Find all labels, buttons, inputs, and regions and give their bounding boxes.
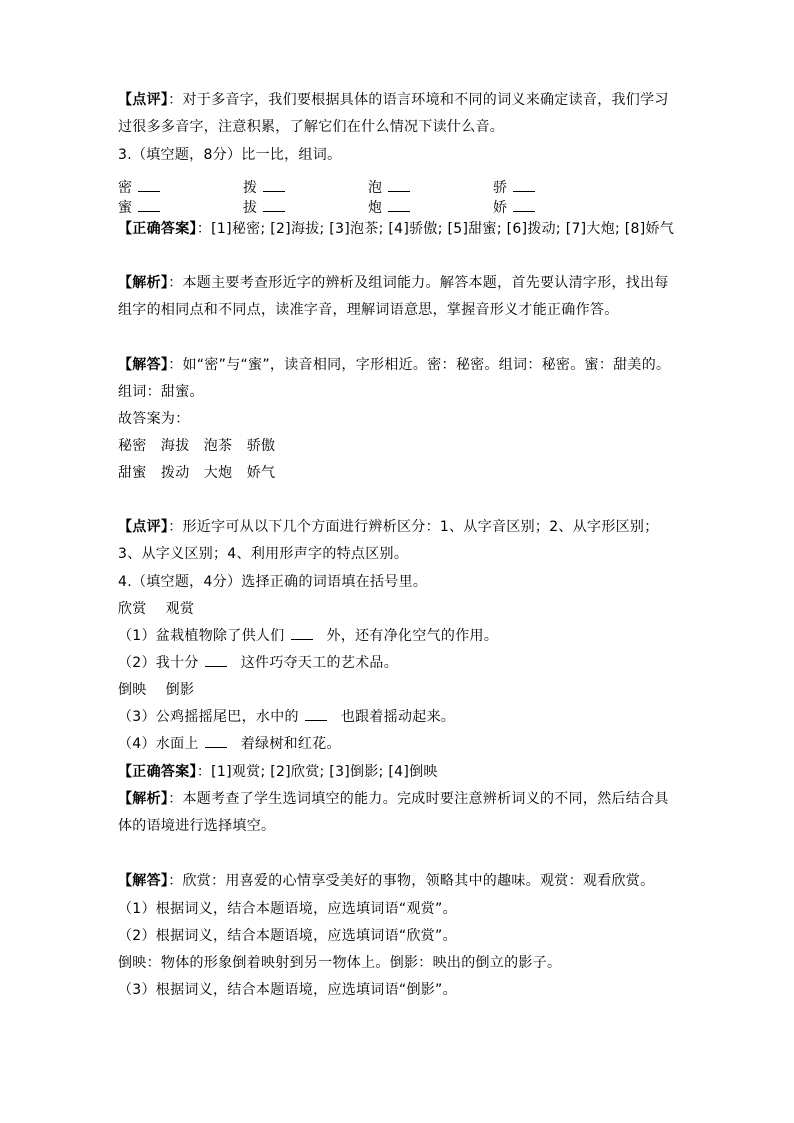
solution-text: ：如“密”与“蜜”，读音相同，字形相近。密：秘密。组词：秘密。蜜：甜美的。组词：甜蜜。: [118, 357, 671, 400]
grid-char: 炮: [368, 200, 382, 216]
q4-words2: 倒映 倒影: [118, 682, 195, 698]
answer-blank[interactable]: [205, 735, 227, 748]
q4-analysis: [118, 786, 680, 840]
q4-solution-line2: （2）根据词义，结合本题语境，应选填词语“欣赏”。: [118, 928, 457, 944]
sentence-text: （2）我十分: [118, 655, 199, 671]
comment-label: 【点评】: [118, 92, 169, 108]
solution-label: 【解答】: [118, 873, 169, 889]
sentence-text: 这件巧夺天工的艺术品。: [240, 655, 399, 671]
grid-char: 娇: [493, 200, 507, 216]
grid-char: 拔: [243, 200, 257, 216]
answer-blank[interactable]: [513, 199, 535, 212]
answer-label: 【正确答案】: [118, 221, 197, 237]
q3-title: 3.（填空题，8分）比一比，组词。: [118, 147, 342, 163]
grid-char: 骄: [493, 180, 507, 196]
q4-sentence4: [118, 731, 680, 758]
answer-blank[interactable]: [138, 199, 160, 212]
answer-blank[interactable]: [205, 654, 227, 667]
q4-words1: 欣赏 观赏: [118, 601, 195, 617]
answer-blank[interactable]: [263, 179, 285, 192]
answer-blank[interactable]: [513, 179, 535, 192]
answer-blank[interactable]: [291, 627, 313, 640]
solution-text: ：欣赏：用喜爱的心情享受美好的事物，领略其中的趣味。观赏：观看欣赏。: [168, 873, 655, 889]
q2-comment: [118, 87, 680, 141]
q4-sentence3: [118, 704, 680, 731]
grid-char: 密: [118, 180, 132, 196]
sentence-text: （4）水面上: [118, 736, 199, 752]
q4-solution: [118, 868, 680, 895]
q3-answer-row1: 秘密 海拔 泡茶 骄傲: [118, 438, 276, 454]
answer-text: ：[1]观赏; [2]欣赏; [3]倒影; [4]倒映: [196, 764, 438, 780]
q4-answer: [118, 759, 680, 786]
q4-solution-line1: （1）根据词义，结合本题语境，应选填词语“观赏”。: [118, 901, 457, 917]
sentence-text: （1）盆栽植物除了供人们: [118, 628, 285, 644]
comment-label: 【点评】: [118, 519, 169, 535]
sentence-text: （3）公鸡摇摇尾巴，水中的: [118, 709, 299, 725]
grid-char: 蜜: [118, 200, 132, 216]
comment-text: ：形近字可从以下几个方面进行辨析区分：1、从字音区别；2、从字形区别；3、从字义区别；4、利用形声字的特点区别。: [118, 519, 659, 562]
q4-solution-line3: 倒映：物体的形象倒着映射到另一物体上。倒影：映出的倒立的影子。: [118, 955, 562, 971]
answer-label: 【正确答案】: [118, 764, 197, 780]
grid-char: 泡: [368, 180, 382, 196]
q3-analysis: [118, 270, 680, 324]
q3-comment: [118, 514, 680, 568]
q4-sentence1: [118, 623, 680, 650]
q4-sentence2: [118, 650, 680, 677]
q4-title: 4.（填空题，4分）选择正确的词语填在括号里。: [118, 574, 428, 590]
sentence-text: 着绿树和红花。: [240, 736, 341, 752]
sentence-text: 也跟着摇动起来。: [340, 709, 456, 725]
answer-text: ：[1]秘密; [2]海拔; [3]泡茶; [4]骄傲; [5]甜蜜; [6]拨动; [7]大炮; [8]娇气: [196, 221, 675, 237]
answer-blank[interactable]: [263, 199, 285, 212]
q3-solution: [118, 352, 680, 406]
answer-blank[interactable]: [388, 199, 410, 212]
q3-so: 故答案为：: [118, 411, 190, 427]
q3-answer: [118, 216, 680, 243]
answer-blank[interactable]: [305, 708, 327, 721]
q3-answer-row2: 甜蜜 拨动 大炮 娇气: [118, 465, 276, 481]
sentence-text: 外，还有净化空气的作用。: [326, 628, 499, 644]
comment-text: ：对于多音字，我们要根据具体的语言环境和不同的词义来确定读音，我们学习过很多多音字，注意积累，了解它们在什么情况下读什么音。: [118, 92, 669, 135]
analysis-label: 【解析】: [118, 275, 169, 291]
q4-solution-line4: （3）根据词义，结合本题语境，应选填词语“倒影”。: [118, 982, 457, 998]
solution-label: 【解答】: [118, 357, 169, 373]
analysis-text: ：本题考查了学生选词填空的能力。完成时要注意辨析词义的不同，然后结合具体的语境进行选择填空。: [118, 791, 669, 834]
analysis-text: ：本题主要考查形近字的辨析及组词能力。解答本题，首先要认清字形，找出每组字的相同点和不同点，读准字音，理解词语意思，掌握音形义才能正确作答。: [118, 275, 669, 318]
analysis-label: 【解析】: [118, 791, 169, 807]
grid-char: 拨: [243, 180, 257, 196]
answer-blank[interactable]: [388, 179, 410, 192]
answer-blank[interactable]: [138, 179, 160, 192]
